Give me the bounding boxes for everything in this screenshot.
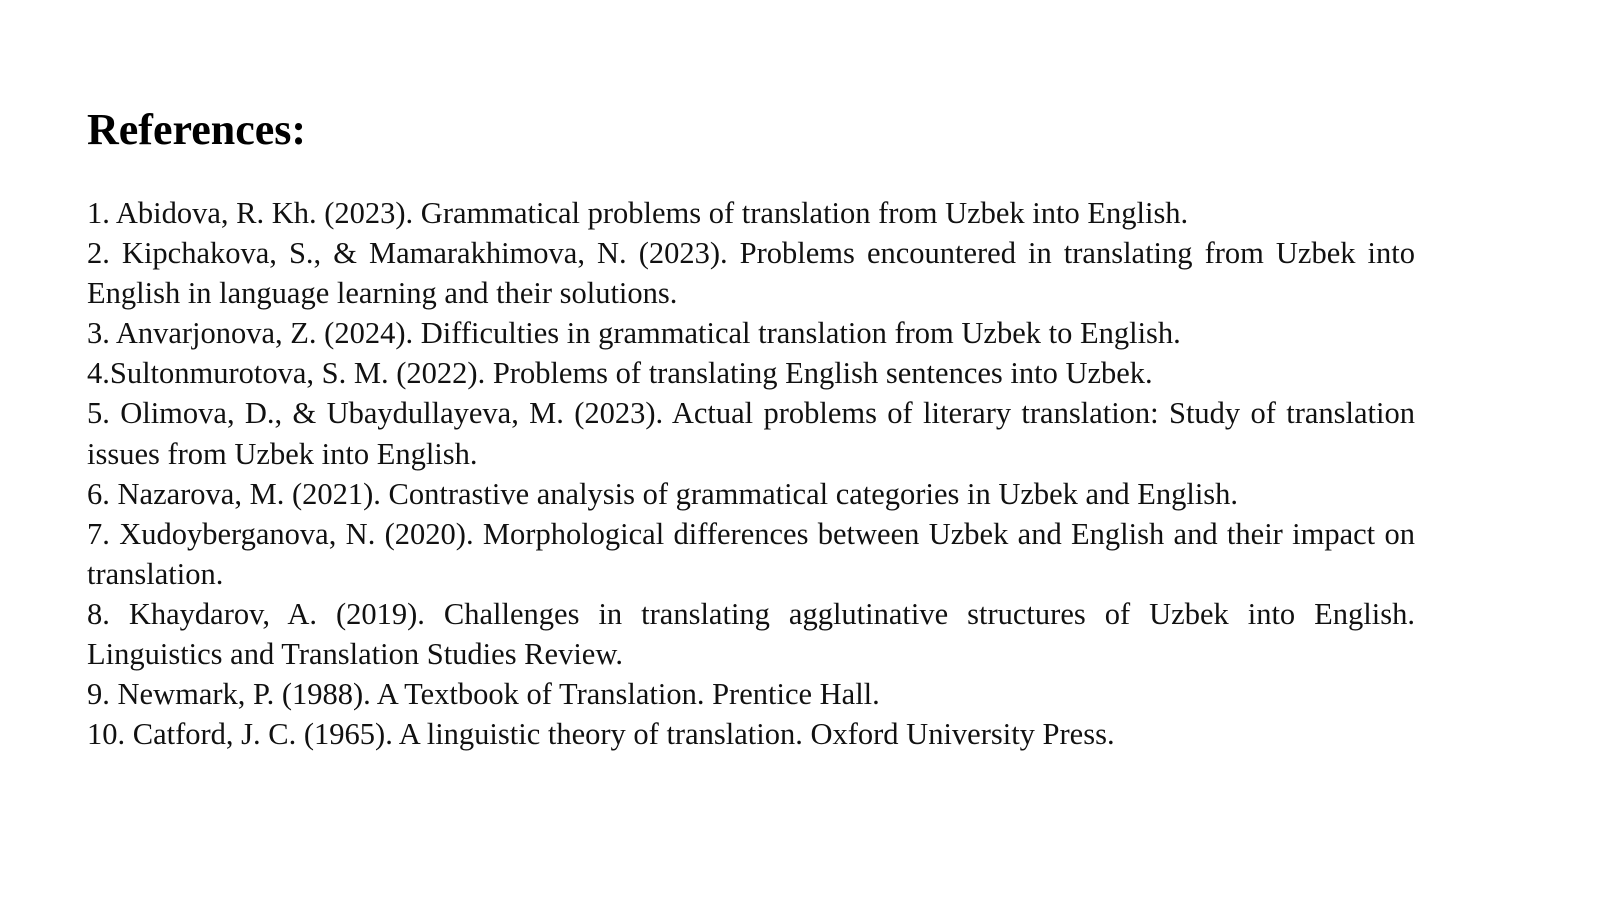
reference-item: 6. Nazarova, M. (2021). Contrastive analysis of grammatical categories in Uzbek and English. xyxy=(87,476,1239,511)
reference-item: 10. Catford, J. C. (1965). A linguistic theory of translation. Oxford University Press. xyxy=(87,717,1115,752)
reference-item: 2. Kipchakova, S., & Mamarakhimova, N. (2023). Problems encountered in translating from Uzbek into English in language learning and their solutions. xyxy=(87,236,1415,311)
reference-item: 3. Anvarjonova, Z. (2024). Difficulties in grammatical translation from Uzbek to English. xyxy=(87,316,1181,351)
reference-item: 5. Olimova, D., & Ubaydullayeva, M. (2023). Actual problems of literary translation: Study of translation issues from Uzbek into English. xyxy=(87,396,1415,471)
reference-item: 7. Xudoyberganova, N. (2020). Morphological differences between Uzbek and English and their impact on translation. xyxy=(87,516,1415,591)
reference-item: 4.Sultonmurotova, S. M. (2022). Problems of translating English sentences into Uzbek. xyxy=(87,356,1153,391)
reference-item: 1. Abidova, R. Kh. (2023). Grammatical problems of translation from Uzbek into English. xyxy=(87,196,1189,230)
reference-item: 8. Khaydarov, A. (2019). Challenges in translating agglutinative structures of Uzbek into English. Linguistics and Translation Studies Review. xyxy=(87,596,1415,672)
references-list xyxy=(87,193,1415,754)
slide-title: References: xyxy=(87,105,307,154)
reference-item: 9. Newmark, P. (1988). A Textbook of Translation. Prentice Hall. xyxy=(87,677,880,712)
